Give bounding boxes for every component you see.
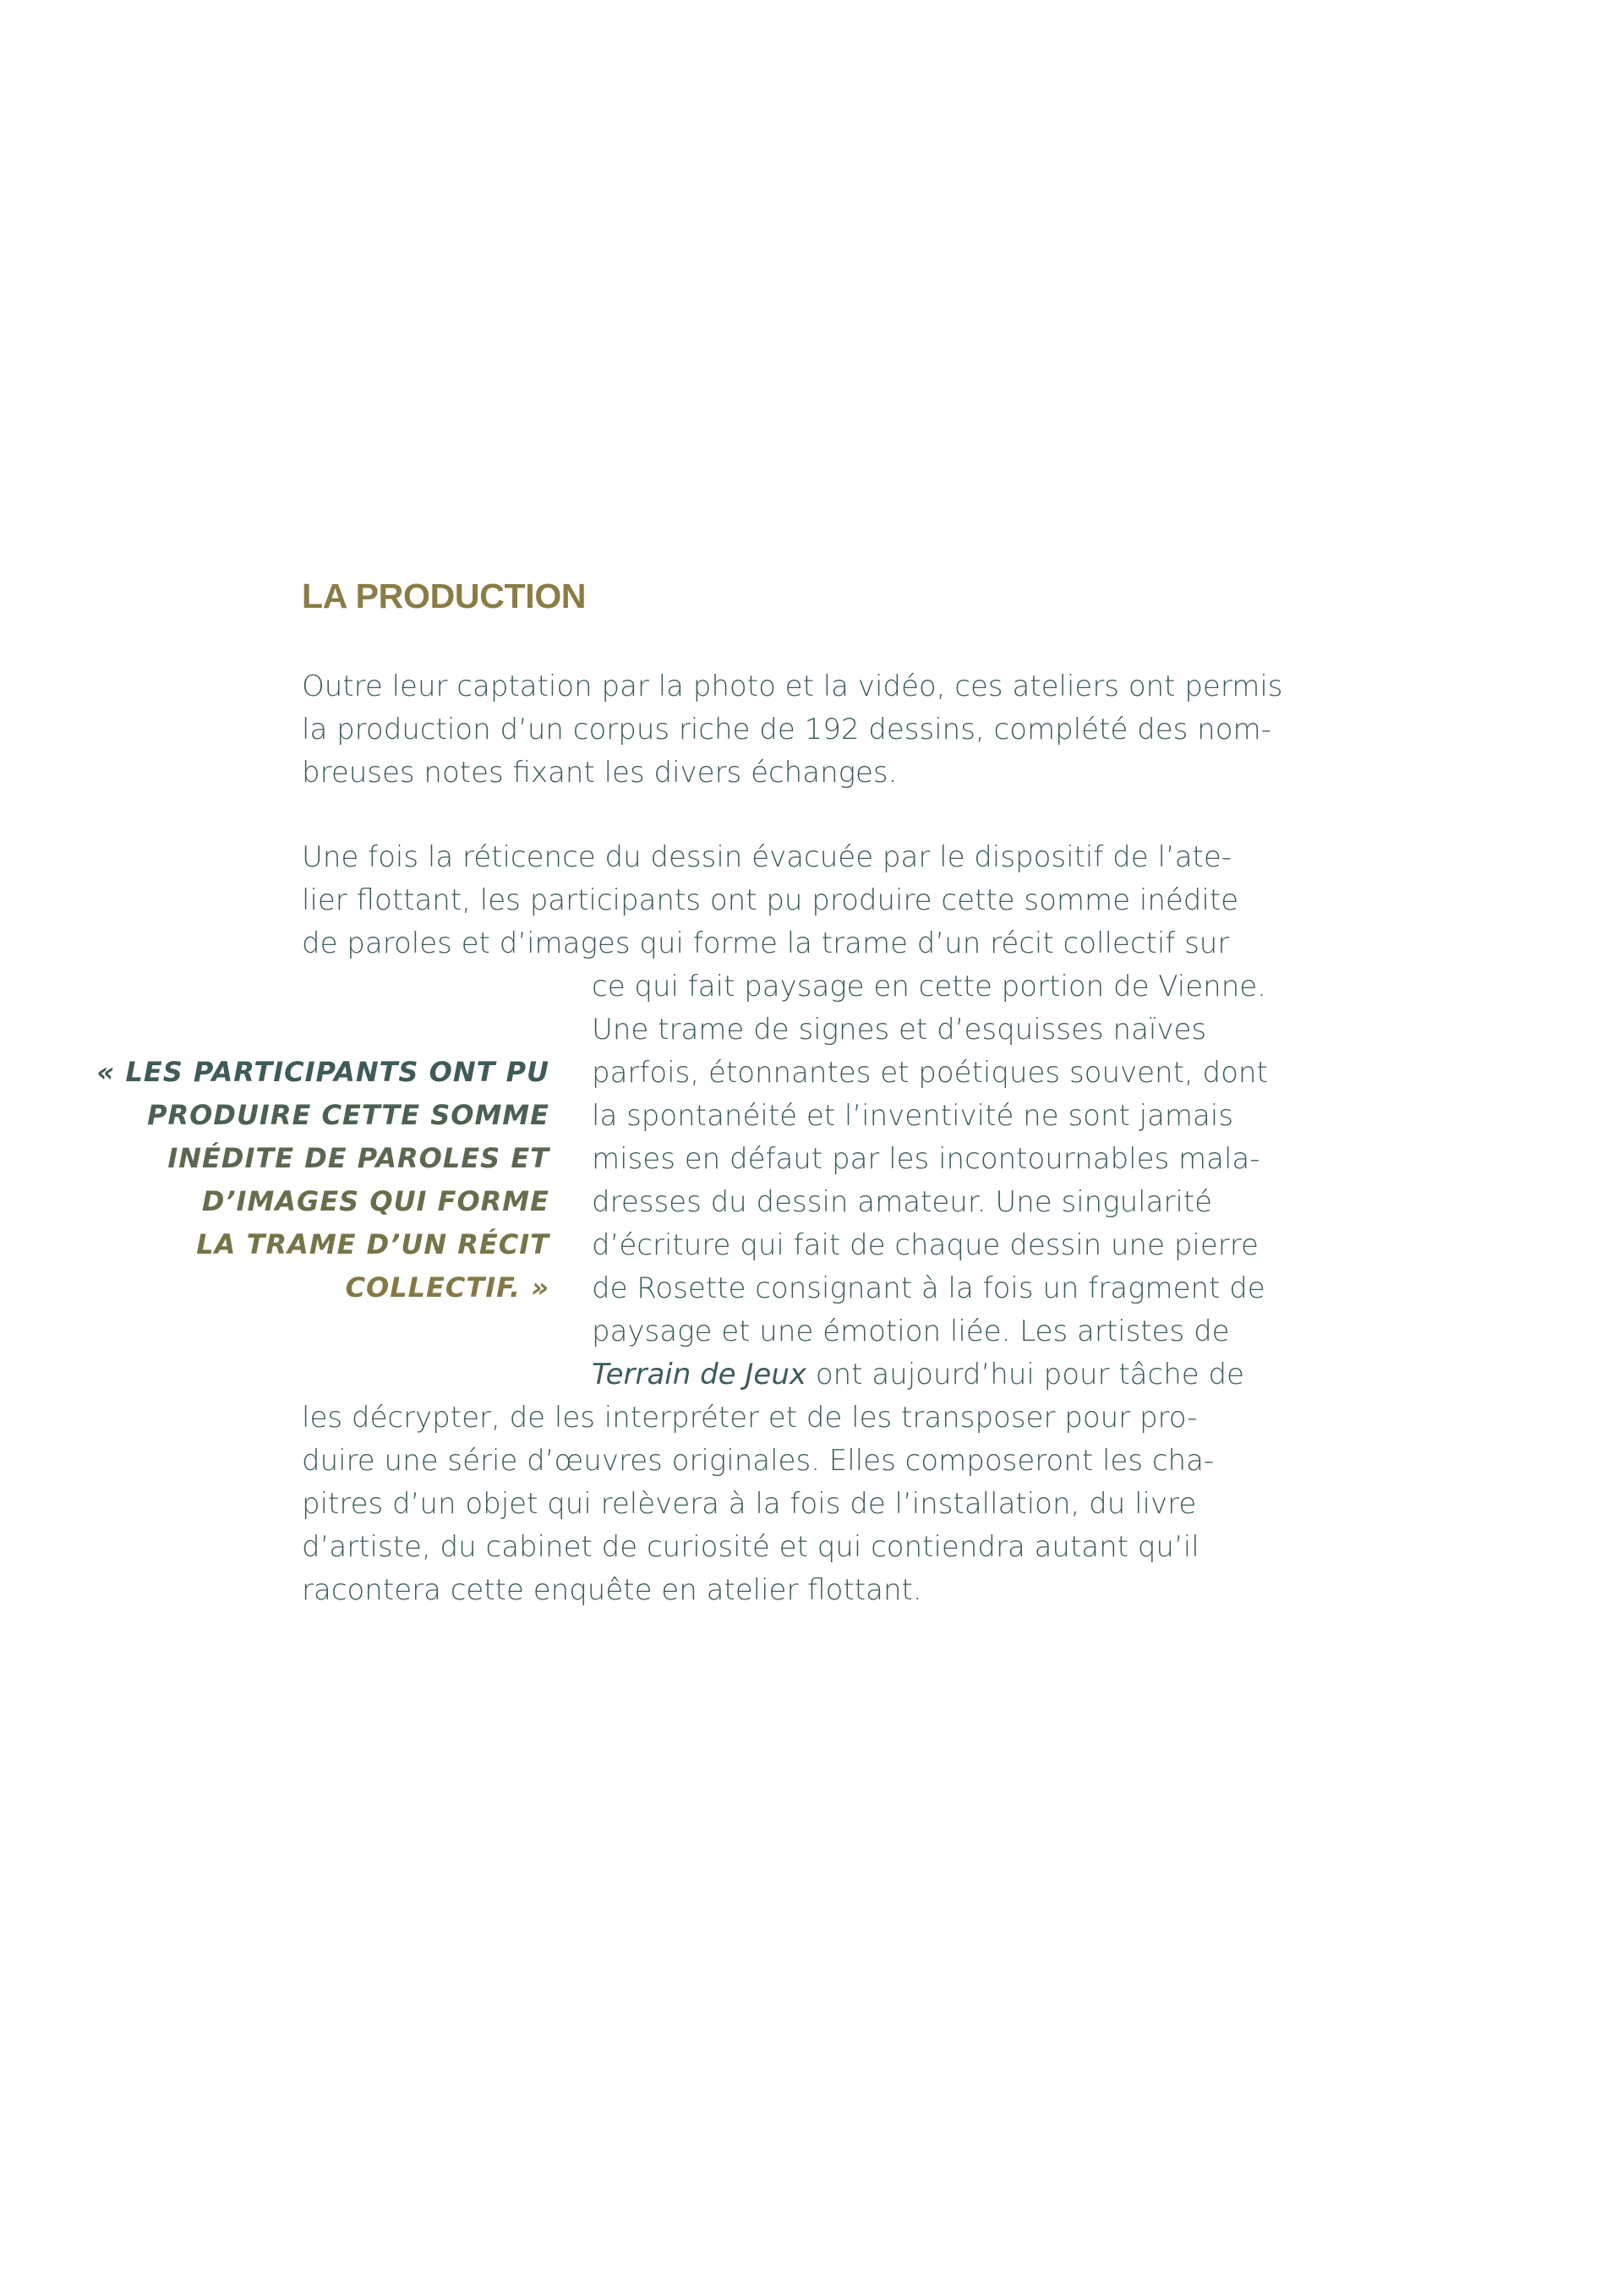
text-line: ce qui fait paysage en cette portion de Vienne. [592,970,1266,1003]
text-line: parfois, étonnantes et poétiques souvent, dont [592,1056,1268,1090]
text-line: la production d’un corpus riche de 192 dessins, complété des nom- [302,713,1271,746]
quote-line: D’IMAGES QUI FORME [201,1185,549,1217]
text-line: les décrypter, de les interpréter et de les transposer pour pro- [302,1401,1198,1435]
text-line: la spontanéité et l’inventivité ne sont jamais [592,1099,1234,1133]
text-line: duire une série d’œuvres originales. Elles composeront les cha- [302,1444,1215,1478]
text-line [592,1360,1244,1389]
text-line: pitres d’un objet qui relèvera à la fois de l’installation, du livre [302,1487,1197,1521]
text-line: racontera cette enquête en atelier flottant. [302,1573,922,1607]
text-line: lier flottant, les participants ont pu produire cette somme inédite [302,883,1239,917]
text-line: Une trame de signes et d’esquisses naïves [592,1013,1207,1047]
text-line: d’écriture qui fait de chaque dessin une pierre [592,1228,1259,1262]
text-line: paysage et une émotion liée. Les artistes de [592,1315,1230,1348]
quote-line: PRODUIRE CETTE SOMME [147,1099,549,1131]
text-line: de paroles et d’images qui forme la trame d’un récit collectif sur [302,927,1230,960]
text-line: Une fois la réticence du dessin évacuée par le dispositif de l’ate- [302,840,1232,874]
quote-line: LA TRAME D’UN RÉCIT [196,1228,549,1260]
text-line: Outre leur captation par la photo et la vidéo, ces ateliers ont permis [302,670,1283,703]
text-line: dresses du dessin amateur. Une singularité [592,1185,1213,1219]
text-line: de Rosette consignant à la fois un fragment de [592,1271,1265,1305]
section-heading: LA PRODUCTION [302,577,587,615]
quote-line: COLLECTIF. » [345,1271,549,1304]
text-line: d’artiste, du cabinet de curiosité et qui contiendra autant qu’il [302,1530,1199,1564]
text-fragment: ont aujourd’hui pour tâche de [815,1358,1244,1391]
italic-title: Terrain de Jeux [592,1358,807,1391]
quote-line: INÉDITE DE PAROLES ET [167,1142,549,1174]
quote-line: « LES PARTICIPANTS ONT PU [96,1056,549,1088]
text-line: breuses notes fixant les divers échanges. [302,756,898,790]
text-line: mises en défaut par les incontournables mala- [592,1142,1260,1176]
